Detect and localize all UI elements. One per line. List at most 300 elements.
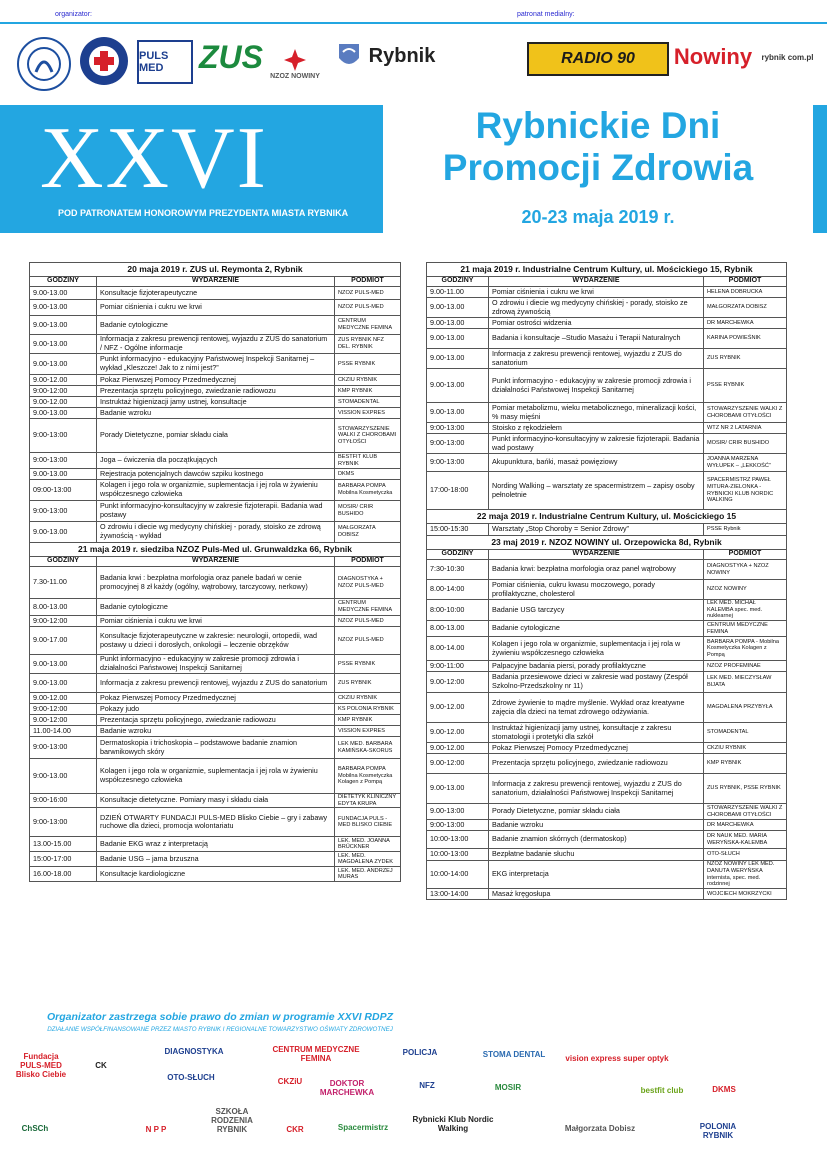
oto-sluch-logo-icon: OTO-SŁUCH	[167, 1072, 215, 1082]
dkms-logo-icon: DKMS	[712, 1084, 736, 1094]
event-cell: Informacja z zakresu prewencji rentowej, wyjazdu z ZUS do sanatorium, działalności Państwowej Inspekcji Sanitarnej	[489, 774, 704, 804]
section-header-row	[30, 263, 401, 277]
table-row	[427, 849, 787, 861]
time-cell: 8.00-13.00	[427, 621, 489, 637]
time-cell: 9:00-13:00	[30, 419, 97, 453]
table-row	[427, 434, 787, 454]
organizer-cell: STOWARZYSZENIE WALKI Z CHOROBAMI OTYŁOŚCI	[335, 419, 401, 453]
event-cell: Badanie wzroku	[97, 726, 335, 737]
event-cell: Badanie cytologiczne	[489, 621, 704, 637]
section-header-row	[427, 536, 787, 550]
rybnik-crest-text: Rybnik	[368, 44, 436, 67]
table-row	[427, 861, 787, 889]
organizer-cell: FUNDACJA PULS - MED BLISKO CIEBIE	[335, 808, 401, 837]
event-cell: Punkt informacyjno - edukacyjny w zakresie promocji zdrowia i działalności Państwowej Inspekcji Sanitarnej	[97, 655, 335, 674]
table-row	[30, 693, 401, 704]
schedule-table-left	[29, 262, 401, 882]
event-cell: Nording Walking – warsztaty ze spacermistrzem – zapisy osoby pełnoletnie	[489, 472, 704, 510]
organizer-cell: DKMS	[335, 469, 401, 480]
organizer-cell: LEK. MED. JOANNA BRÜCKNER	[335, 837, 401, 852]
organizer-cell: CENTRUM MEDYCZNE FEMINA	[335, 316, 401, 335]
event-cell: DZIEŃ OTWARTY FUNDACJI PULS-MED Blisko Ciebie – gry i zabawy ruchowe dla dzieci, promocja wolontariatu	[97, 808, 335, 837]
table-row	[427, 472, 787, 510]
ckr-logo-icon: CKR	[286, 1124, 304, 1134]
time-cell: 9.00-13.00	[30, 469, 97, 480]
organizer-cell: MAGDALENA PRZYBYŁA	[704, 693, 787, 723]
column-header-time: GODZINY	[427, 277, 489, 287]
event-title-line2: Promocji Zdrowia	[442, 147, 754, 188]
organizer-cell: STOMADENTAL	[704, 723, 787, 743]
organizer-cell: CKZIU RYBNIK	[704, 743, 787, 754]
time-cell: 9:00-16:00	[30, 794, 97, 808]
organizer-cell: KMP RYBNIK	[335, 386, 401, 397]
organizer-cell: LEK. MED. ANDRZEJ MURAS	[335, 867, 401, 882]
event-cell: Badania krwi: bezpłatna morfologia oraz panel wątrobowy	[489, 560, 704, 580]
time-cell: 9.00-13.00	[427, 369, 489, 403]
event-cell: Badanie wzroku	[489, 820, 704, 831]
organizer-cell: LEK MED. MICHAŁ KALEMBA spec. med. nuklearnej	[704, 600, 787, 621]
time-cell: 15:00-15:30	[427, 524, 489, 536]
table-row	[30, 616, 401, 627]
event-cell: Pomiar ciśnienia i cukru we krwi	[97, 300, 335, 316]
column-header-event: WYDARZENIE	[97, 277, 335, 287]
event-title	[383, 105, 813, 189]
event-cell: Porady Dietetyczne, pomiar składu ciała	[489, 804, 704, 820]
time-cell: 9.00-12.00	[427, 743, 489, 754]
table-row	[427, 743, 787, 754]
event-title-line1: Rybnickie Dni	[475, 105, 721, 146]
npp-logo-icon: N P P	[145, 1124, 167, 1134]
table-row	[30, 759, 401, 794]
table-row	[30, 599, 401, 616]
police-logo-icon: POLICJA	[402, 1047, 438, 1057]
zus-logo-icon: ZUS	[199, 38, 263, 75]
rybnik-com-logo-icon: rybnik com.pl	[761, 52, 814, 62]
column-header-event: WYDARZENIE	[97, 557, 335, 567]
time-cell: 9:00-12:00	[30, 704, 97, 715]
time-cell: 9.00-13.00	[427, 298, 489, 318]
event-cell: Pomiar metabolizmu, wieku metabolicznego, mineralizacji kości, % masy mięśni	[489, 403, 704, 423]
event-cell: Kolagen i jego rola w organizmie, suplementacja i jej rola w żywieniu współczesnego człowieka	[489, 637, 704, 661]
table-row	[427, 298, 787, 318]
organizer-cell: NZOZ PULS-MED	[335, 300, 401, 316]
event-cell: Porady Dietetyczne, pomiar składu ciała	[97, 419, 335, 453]
spacermistrz-logo-icon: Spacermistrz	[337, 1122, 389, 1132]
event-cell: EKG interpretacja	[489, 861, 704, 889]
time-cell: 9.00-13.00	[30, 408, 97, 419]
table-row	[30, 808, 401, 837]
organizer-cell: PSSE RYBNIK	[335, 655, 401, 674]
event-cell: Pokaz Pierwszej Pomocy Przedmedycznej	[97, 375, 335, 386]
table-row	[30, 335, 401, 354]
organizer-cell: PSSE RYBNIK	[335, 354, 401, 375]
table-row	[30, 715, 401, 726]
section-header-row	[30, 543, 401, 557]
time-cell: 9.00-13.00	[30, 335, 97, 354]
table-row	[427, 637, 787, 661]
time-cell: 9.00-12.00	[30, 397, 97, 408]
event-cell: Informacja z zakresu prewencji rentowej, wyjazdu z ZUS do sanatorium	[489, 349, 704, 369]
organizer-cell: NZOZ PULS-MED	[335, 616, 401, 627]
time-cell: 9:00-13:00	[427, 434, 489, 454]
event-cell: Dermatoskopia i trichoskopia – podstawowe badanie znamion barwnikowych skóry	[97, 737, 335, 759]
time-cell: 8.00-14:00	[427, 580, 489, 600]
event-cell: Konsultacje kardiologiczne	[97, 867, 335, 882]
event-cell: Masaż kręgosłupa	[489, 889, 704, 900]
nzoz-nowiny-text: NZOZ NOWINY	[270, 72, 320, 80]
organizer-cell: BARBARA POMPA Mobilna Kosmetyczka Kolagen z Pompą	[335, 759, 401, 794]
nfz-logo-icon: NFZ	[419, 1080, 435, 1090]
table-row	[30, 397, 401, 408]
event-cell: Warsztaty „Stop Choroby = Senior Zdrowy”	[489, 524, 704, 536]
time-cell: 7:30-10:30	[427, 560, 489, 580]
event-cell: Punkt informacyjno-konsultacyjny w zakresie fizjoterapii. Badania wad postawy	[489, 434, 704, 454]
society-seal-icon	[17, 37, 71, 91]
latarnia-logo-icon	[760, 1076, 808, 1104]
time-cell: 9.00-17.00	[30, 627, 97, 655]
table-row	[30, 522, 401, 543]
event-cell: Pomiar ciśnienia i cukru we krwi	[97, 616, 335, 627]
organizer-cell: MAŁGORZATA DOBISZ	[704, 298, 787, 318]
rybnik-crest-icon	[326, 40, 446, 72]
time-cell: 9.00-13.00	[30, 316, 97, 335]
event-cell: Kolagen i jego rola w organizmie, suplementacja i jej rola w żywieniu współczesnego człowieka	[97, 480, 335, 501]
table-row	[30, 794, 401, 808]
organizer-cell: PSSE Rybnik	[704, 524, 787, 536]
diagnostyka-logo-icon: DIAGNOSTYKA	[164, 1046, 224, 1056]
event-cell: Stoisko z rękodziełem	[489, 423, 704, 434]
event-cell: Konsultacje dietetyczne. Pomiary masy i składu ciała	[97, 794, 335, 808]
column-header-row	[30, 277, 401, 287]
table-row	[427, 754, 787, 774]
time-cell: 13.00-15.00	[30, 837, 97, 852]
organizer-cell: NZOZ PROFEMINAE	[704, 661, 787, 672]
table-row	[30, 375, 401, 386]
edition-number: XXVI	[40, 110, 268, 207]
table-row	[427, 831, 787, 849]
column-header-row	[30, 557, 401, 567]
table-row	[427, 693, 787, 723]
table-row	[30, 408, 401, 419]
time-cell: 09:00-13:00	[30, 480, 97, 501]
event-cell: Pomiar ciśnienia, cukru kwasu moczowego, porady profilaktyczne, cholesterol	[489, 580, 704, 600]
column-header-org: PODMIOT	[704, 277, 787, 287]
table-row	[427, 661, 787, 672]
footer-cofinance: DZIAŁANIE WSPÓŁFINANSOWANE PRZEZ MIASTO RYBNIK I REGIONALNE TOWARZYSTWO OŚWIATY ZDROWOTNEJ	[47, 1026, 393, 1033]
vision-express-logo-icon: vision express super optyk	[565, 1053, 669, 1063]
time-cell: 9:00-12:00	[30, 386, 97, 397]
table-row	[427, 580, 787, 600]
event-cell: Prezentacja sprzętu policyjnego, zwiedzanie radiowozu	[489, 754, 704, 774]
table-row	[30, 287, 401, 300]
event-cell: Badania i konsultacje –Studio Masażu i Terapii Naturalnych	[489, 329, 704, 349]
time-cell: 9.00-13.00	[427, 318, 489, 329]
table-row	[30, 567, 401, 599]
organizer-cell: STOWARZYSZENIE WALKI Z CHOROBAMI OTYŁOŚCI	[704, 804, 787, 820]
time-cell: 9.00-13.00	[30, 655, 97, 674]
table-row	[427, 329, 787, 349]
event-cell: Badania przesiewowe dzieci w zakresie wad postawy (Zespół Szkolno-Przedszkolny nr 11)	[489, 672, 704, 693]
time-cell: 9.00-12.00	[30, 375, 97, 386]
event-cell: Instruktaż higienizacji jamy ustnej, konsultacje	[97, 397, 335, 408]
column-header-time: GODZINY	[427, 550, 489, 560]
table-row	[427, 349, 787, 369]
table-row	[30, 737, 401, 759]
time-cell: 9.00-13.00	[30, 674, 97, 693]
time-cell: 9.00-12:00	[427, 754, 489, 774]
event-cell: Bezpłatne badanie słuchu	[489, 849, 704, 861]
organizer-cell: OTO-SŁUCH	[704, 849, 787, 861]
organizer-cell: VISSION EXPRES	[335, 408, 401, 419]
organizer-cell: CKZIU RYBNIK	[335, 375, 401, 386]
table-row	[30, 867, 401, 882]
organizer-cell: BARBARA POMPA - Mobilna Kosmetyczka Kolagen z Pompą	[704, 637, 787, 661]
table-row	[30, 354, 401, 375]
organizer-cell: NZOZ PULS-MED	[335, 287, 401, 300]
organizer-cell: DIAGNOSTYKA + NZOZ NOWINY	[704, 560, 787, 580]
table-row	[30, 837, 401, 852]
malgorzata-dobisz-logo-icon: Małgorzata Dobisz	[564, 1123, 636, 1133]
organizer-cell: BESTFIT KLUB RYBNIK	[335, 453, 401, 469]
organizer-cell: CKZIU RYBNIK	[335, 693, 401, 704]
event-cell: Akupunktura, bańki, masaż powięziowy	[489, 454, 704, 472]
polonia-rybnik-logo-icon: POLONIA RYBNIK	[699, 1122, 737, 1140]
time-cell: 9.00-12.00	[30, 693, 97, 704]
event-cell: Punkt informacyjno - edukacyjny Państwowej Inspekcji Sanitarnej – wykład „Kleszcze! Jak to z nimi jest?”	[97, 354, 335, 375]
event-cell: Pokaz Pierwszej Pomocy Przedmedycznej	[97, 693, 335, 704]
organizer-cell: ZUS RYBNIK	[335, 674, 401, 693]
time-cell: 10:00-13:00	[427, 831, 489, 849]
table-row	[427, 774, 787, 804]
section-title: 23 maj 2019 r. NZOZ NOWINY ul. Orzepowicka 8d, Rybnik	[427, 536, 787, 550]
time-cell: 9.00-11.00	[427, 287, 489, 298]
red-cross-seal-icon	[80, 37, 128, 85]
time-cell: 10:00-13:00	[427, 849, 489, 861]
time-cell: 9.00-13:00	[427, 804, 489, 820]
time-cell: 9:00-13:00	[30, 808, 97, 837]
time-cell: 9.00-13.00	[427, 403, 489, 423]
organizer-cell: ZUS RYBNIK NFZ DEL. RYBNIK	[335, 335, 401, 354]
time-cell: 9.00-13.00	[427, 329, 489, 349]
event-cell: Badanie cytologiczne	[97, 316, 335, 335]
organizer-cell: MOSIR/ CRIR BUSHIDO	[335, 501, 401, 522]
organizer-cell: KS POLONIA RYBNIK	[335, 704, 401, 715]
organizer-cell: LEK. MED. MAGDALENA ZYDEK	[335, 852, 401, 867]
column-header-time: GODZINY	[30, 557, 97, 567]
chsch-logo-icon: ChSCh	[21, 1123, 49, 1133]
event-cell: Pomiar ostrości widzenia	[489, 318, 704, 329]
time-cell: 16.00-18.00	[30, 867, 97, 882]
organizer-cell: BARBARA POMPA Mobilna Kosmetyczka	[335, 480, 401, 501]
time-cell: 9.00-13.00	[427, 349, 489, 369]
organizer-cell: DIAGNOSTYKA + NZOZ PULS-MED	[335, 567, 401, 599]
dr-marchewka-logo-icon: DOKTOR MARCHEWKA	[319, 1079, 375, 1097]
femina-logo-icon: CENTRUM MEDYCZNE FEMINA	[272, 1045, 360, 1063]
event-cell: Punkt informacyjno-konsultacyjny w zakresie fizjoterapii. Badania wad postawy	[97, 501, 335, 522]
table-row	[30, 704, 401, 715]
event-cell: Konsultacje fizjoterapeutyczne w zakresie: neurologii, ortopedii, wad postawy u dzieci i dorosłych, onkologii – leczenie obrzęków	[97, 627, 335, 655]
column-header-org: PODMIOT	[335, 277, 401, 287]
time-cell: 9:00-13.00	[30, 759, 97, 794]
column-header-event: WYDARZENIE	[489, 550, 704, 560]
section-header-row	[427, 510, 787, 524]
table-row	[427, 600, 787, 621]
header-divider	[0, 22, 827, 24]
organizer-cell: DR MARCHEWKA	[704, 318, 787, 329]
section-title: 21 maja 2019 r. siedziba NZOZ Puls-Med ul. Grunwaldzka 66, Rybnik	[30, 543, 401, 557]
event-cell: Badanie cytologiczne	[97, 599, 335, 616]
table-row	[427, 621, 787, 637]
time-cell: 9:00-13:00	[30, 737, 97, 759]
patronat-label: patronat medialny:	[517, 11, 575, 18]
organizer-cell: MOSIR/ CRIR BUSHIDO	[704, 434, 787, 454]
event-dates: 20-23 maja 2019 r.	[521, 207, 675, 227]
time-cell: 9:00-13:00	[427, 820, 489, 831]
time-cell: 9:00-13:00	[427, 454, 489, 472]
organizer-cell: HELENA DOBRUCKA	[704, 287, 787, 298]
table-row	[30, 726, 401, 737]
organizer-cell: SPACERMISTRZ PAWEŁ MITURA-ZIELONKA - RYBNICKI KLUB NORDIC WALKING	[704, 472, 787, 510]
table-row	[30, 453, 401, 469]
ck-logo-icon: CK	[95, 1060, 107, 1070]
column-header-org: PODMIOT	[704, 550, 787, 560]
time-cell: 9:00-13:00	[30, 501, 97, 522]
nowiny-logo-icon: Nowiny	[673, 44, 753, 69]
table-row	[30, 469, 401, 480]
time-cell: 9:00-11:00	[427, 661, 489, 672]
time-cell: 9.00-13.00	[30, 300, 97, 316]
section-title: 21 maja 2019 r. Industrialne Centrum Kultury, ul. Mościckiego 15, Rybnik	[427, 263, 787, 277]
szkola-rodzenia-logo-icon: SZKOŁA RODZENIA RYBNIK	[211, 1106, 253, 1134]
event-cell: Badania krwi : bezpłatna morfologia oraz panele badań w cenie promocyjnej 8 zł każdy (ogólny, wątrobowy, tarczycowy, nerkowy)	[97, 567, 335, 599]
time-cell: 9.00-13.00	[427, 774, 489, 804]
time-cell: 8.00-14.00	[427, 637, 489, 661]
table-row	[427, 369, 787, 403]
organizer-cell: WTZ NR 2 LATARNIA	[704, 423, 787, 434]
time-cell: 9.00-12:00	[427, 672, 489, 693]
column-header-row	[427, 550, 787, 560]
time-cell: 9.00-12.00	[427, 723, 489, 743]
event-cell: Rejestracja potencjalnych dawców szpiku kostnego	[97, 469, 335, 480]
event-cell: Badanie wzroku	[97, 408, 335, 419]
ckziu-logo-icon: CKZiU	[277, 1076, 303, 1086]
column-header-org: PODMIOT	[335, 557, 401, 567]
event-cell: Instruktaż higienizacji jamy ustnej, konsultacje z zakresu stomatologii i protetyki dla szkół	[489, 723, 704, 743]
time-cell: 9:00-12:00	[30, 616, 97, 627]
table-row	[427, 524, 787, 536]
time-cell: 8.00-13.00	[30, 599, 97, 616]
fundacja-puls-med-logo-icon: Fundacja PULS-MED Blisko Ciebie	[15, 1051, 67, 1079]
event-cell: O zdrowiu i diecie wg medycyny chińskiej - porady, stoisko ze zdrową żywnością	[489, 298, 704, 318]
table-row	[30, 655, 401, 674]
organizator-label: organizator:	[55, 11, 92, 18]
table-row	[30, 316, 401, 335]
event-cell: Prezentacja sprzętu policyjnego, zwiedzanie radiowozu	[97, 386, 335, 397]
event-cell: Konsultacje fizjoterapeutyczne	[97, 287, 335, 300]
time-cell: 9.00-13.00	[30, 522, 97, 543]
organizer-cell: LEK MED. BARBARA KAMIŃSKA-SKORUS	[335, 737, 401, 759]
event-cell: Kolagen i jego rola w organizmie, suplementacja i jej rola w żywieniu współczesnego człowieka	[97, 759, 335, 794]
stoma-dental-logo-icon: STOMA DENTAL	[482, 1049, 546, 1059]
section-header-row	[427, 263, 787, 277]
organizer-cell: ZUS RYBNIK, PSSE RYBNIK	[704, 774, 787, 804]
table-row	[427, 287, 787, 298]
time-cell: 13:00-14:00	[427, 889, 489, 900]
patronage-text: POD PATRONATEM HONOROWYM PREZYDENTA MIASTA RYBNIKA	[58, 208, 349, 218]
schedule-table-right	[426, 262, 787, 900]
column-header-event: WYDARZENIE	[489, 277, 704, 287]
organizer-cell: PSSE RYBNIK	[704, 369, 787, 403]
organizer-cell: DR NAUK MED. MARIA WERYŃSKA-KALEMBA	[704, 831, 787, 849]
event-cell: Badanie znamion skórnych (dermatoskop)	[489, 831, 704, 849]
table-row	[30, 386, 401, 397]
event-cell: Badanie USG tarczycy	[489, 600, 704, 621]
organizer-cell: LEK MED. MIECZYSŁAW BIJATA	[704, 672, 787, 693]
table-row	[30, 674, 401, 693]
organizer-cell: NZOZ PULS-MED	[335, 627, 401, 655]
event-cell: Punkt informacyjno - edukacyjny w zakresie promocji zdrowia i działalności Państwowej Inspekcji Sanitarnej	[489, 369, 704, 403]
table-row	[30, 300, 401, 316]
event-cell: O zdrowiu i diecie wg medycyny chińskiej - porady, stoisko ze zdrową żywnością - wykład	[97, 522, 335, 543]
time-cell: 8:00-10:00	[427, 600, 489, 621]
table-row	[427, 423, 787, 434]
time-cell: 9.00-13.00	[30, 287, 97, 300]
bestfit-logo-icon: bestfit club	[640, 1085, 684, 1095]
event-cell: Zdrowe żywienie to mądre myślenie. Wykład oraz kreatywne zajęcia dla dzieci na temat zdrowego odżywiania.	[489, 693, 704, 723]
event-cell: Informacja z zakresu prewencji rentowej, wyjazdu z ZUS do sanatorium	[97, 674, 335, 693]
column-header-time: GODZINY	[30, 277, 97, 287]
puls-med-logo-icon: PULS MED	[137, 40, 193, 84]
table-row	[30, 419, 401, 453]
time-cell: 9:00-13:00	[30, 453, 97, 469]
time-cell: 9:00-13:00	[427, 423, 489, 434]
time-cell: 9.00-12.00	[427, 693, 489, 723]
table-row	[30, 852, 401, 867]
event-cell: Badanie EKG wraz z interpretacją	[97, 837, 335, 852]
organizer-cell: STOMADENTAL	[335, 397, 401, 408]
event-cell: Badanie USG – jama brzuszna	[97, 852, 335, 867]
organizer-cell: JOANNA MARZENA WYŁUPEK – „LEKKOŚĆ”	[704, 454, 787, 472]
organizer-cell: MAŁGORZATA DOBISZ	[335, 522, 401, 543]
table-row	[427, 454, 787, 472]
event-cell: Palpacyjne badania piersi, porady profilaktyczne	[489, 661, 704, 672]
time-cell: 9.00-13.00	[30, 354, 97, 375]
time-cell: 11.00-14.00	[30, 726, 97, 737]
table-row	[427, 403, 787, 423]
organizer-cell: NZOZ NOWINY	[704, 580, 787, 600]
organizer-cell: STOWARZYSZENIE WALKI Z CHOROBAMI OTYŁOŚCI	[704, 403, 787, 423]
section-title: 22 maja 2019 r. Industrialne Centrum Kultury, ul. Mościckiego 15	[427, 510, 787, 524]
event-cell: Pokaz Pierwszej Pomocy Przedmedycznej	[489, 743, 704, 754]
event-cell: Informacja z zakresu prewencji rentowej, wyjazdu z ZUS do sanatorium / NFZ - Ogólne informacje	[97, 335, 335, 354]
organizer-cell: KARINA POWIEŚNIK	[704, 329, 787, 349]
event-cell: Pokazy judo	[97, 704, 335, 715]
organizer-cell: WOJCIECH MOKRZYCKI	[704, 889, 787, 900]
table-row	[427, 804, 787, 820]
event-cell: Pomiar ciśnienia i cukru we krwi	[489, 287, 704, 298]
time-cell: 17:00-18:00	[427, 472, 489, 510]
footer-note: Organizator zastrzega sobie prawo do zmian w programie XXVI RDPZ	[47, 1011, 393, 1023]
time-cell: 9.00-12:00	[30, 715, 97, 726]
organizer-cell: DIETETYK KLINICZNY EDYTA KRUPA	[335, 794, 401, 808]
organizer-cell: ZUS RYBNIK	[704, 349, 787, 369]
column-header-row	[427, 277, 787, 287]
organizer-cell: CENTRUM MEDYCZNE FEMINA	[704, 621, 787, 637]
time-cell: 10:00-14:00	[427, 861, 489, 889]
organizer-cell: DR MARCHEWKA	[704, 820, 787, 831]
table-row	[30, 480, 401, 501]
nzoz-nowiny-logo-icon	[270, 37, 320, 89]
